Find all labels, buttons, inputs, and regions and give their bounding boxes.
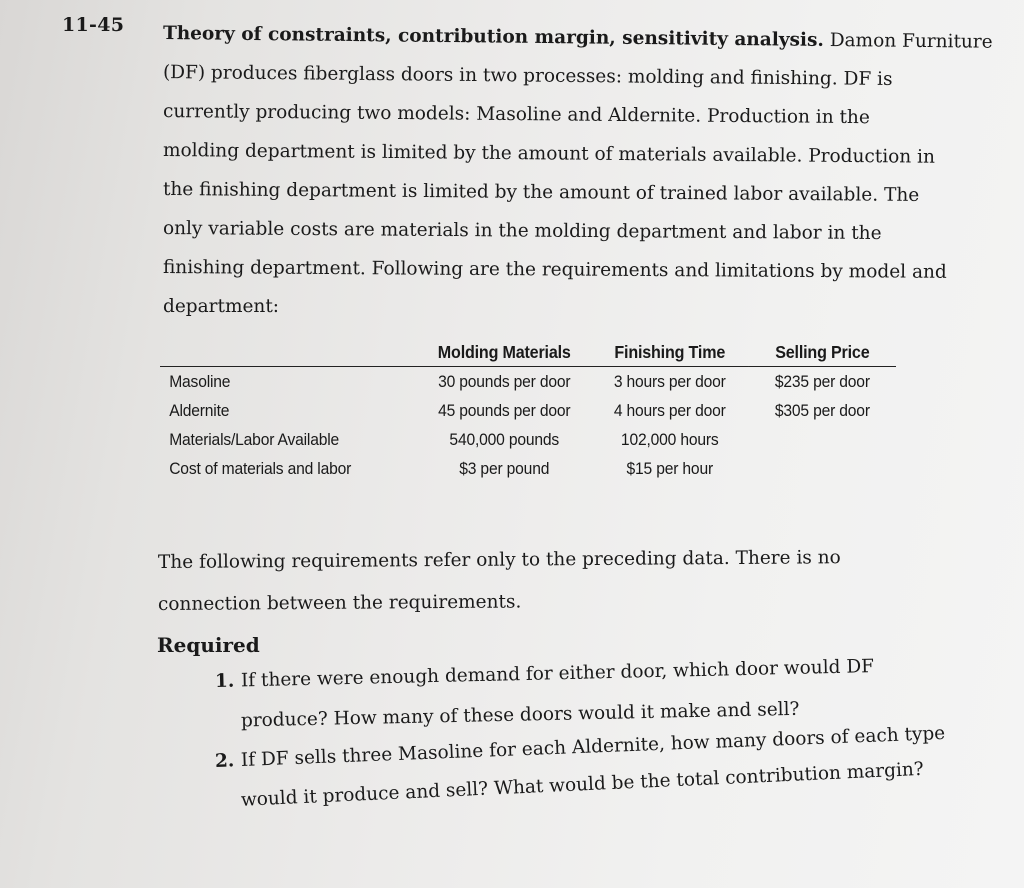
statement-line-5: the finishing department is limited by the amount of trained labor available. The xyxy=(162,179,920,206)
required-heading: Required xyxy=(157,633,260,657)
cell-finishing: 3 hours per door xyxy=(613,371,726,391)
statement-line-2: (DF) produces fiberglass doors in two processes: molding and finishing. DF is xyxy=(162,62,893,91)
row-label: Aldernite xyxy=(169,400,230,420)
statement-line-3: currently producing two models: Masoline and Aldernite. Production in the xyxy=(162,101,870,129)
table-header-row xyxy=(160,342,896,367)
cell-molding: 45 pounds per door xyxy=(438,400,571,420)
header-molding-materials: Molding Materials xyxy=(418,342,591,367)
statement-line-7: finishing department. Following are the requirements and limitations by model and xyxy=(162,257,947,283)
table-row xyxy=(160,454,896,483)
row-label: Cost of materials and labor xyxy=(169,458,352,478)
header-selling-price: Selling Price xyxy=(749,342,896,367)
requirement-item: 2. If DF sells three Masoline for each Aldernite, how many doors of each type would it produce and sell? What would be the total contribution margin? xyxy=(214,722,946,811)
requirement-item: 1. If there were enough demand for either door, which door would DF produce? How many of these doors would it make and sell? xyxy=(214,656,875,732)
cell-molding: 540,000 pounds xyxy=(449,429,560,449)
header-finishing-time: Finishing Time xyxy=(591,342,749,367)
requirement-number: 2. xyxy=(214,750,235,772)
note-line-2: connection between the requirements. xyxy=(157,591,522,615)
requirements-note xyxy=(158,542,978,626)
statement-line-1: Theory of constraints, contribution margin, sensitivity analysis. Damon Furniture xyxy=(162,23,993,53)
required-list xyxy=(214,656,995,822)
statement-line-4: molding department is limited by the amount of materials available. Production in xyxy=(162,140,936,168)
note-line-1: The following requirements refer only to the preceding data. There is no xyxy=(157,547,841,573)
row-label: Masoline xyxy=(169,371,231,391)
row-label: Materials/Labor Available xyxy=(169,429,340,449)
problem-number: 11-45 xyxy=(62,14,125,36)
cell-molding: 30 pounds per door xyxy=(438,371,571,391)
cell-price xyxy=(749,425,896,454)
problem-statement xyxy=(162,14,993,326)
requirement-number: 1. xyxy=(214,670,235,692)
cell-molding: $3 per pound xyxy=(459,458,550,478)
cell-finishing: $15 per hour xyxy=(626,458,713,478)
cell-finishing: 102,000 hours xyxy=(620,429,719,449)
cell-price: $305 per door xyxy=(774,400,870,420)
statement-line-8: department: xyxy=(163,296,280,317)
table-row xyxy=(160,367,896,397)
table-row xyxy=(160,396,896,425)
problem-title: Theory of constraints, contribution margin, sensitivity analysis. xyxy=(162,23,824,51)
table-row xyxy=(160,425,896,454)
cell-finishing: 4 hours per door xyxy=(613,400,726,420)
cell-price: $235 per door xyxy=(774,371,870,391)
header-blank xyxy=(160,342,418,367)
statement-line-6: only variable costs are materials in the molding department and labor in the xyxy=(162,218,882,245)
requirements-table xyxy=(160,342,896,483)
cell-price xyxy=(749,454,896,483)
